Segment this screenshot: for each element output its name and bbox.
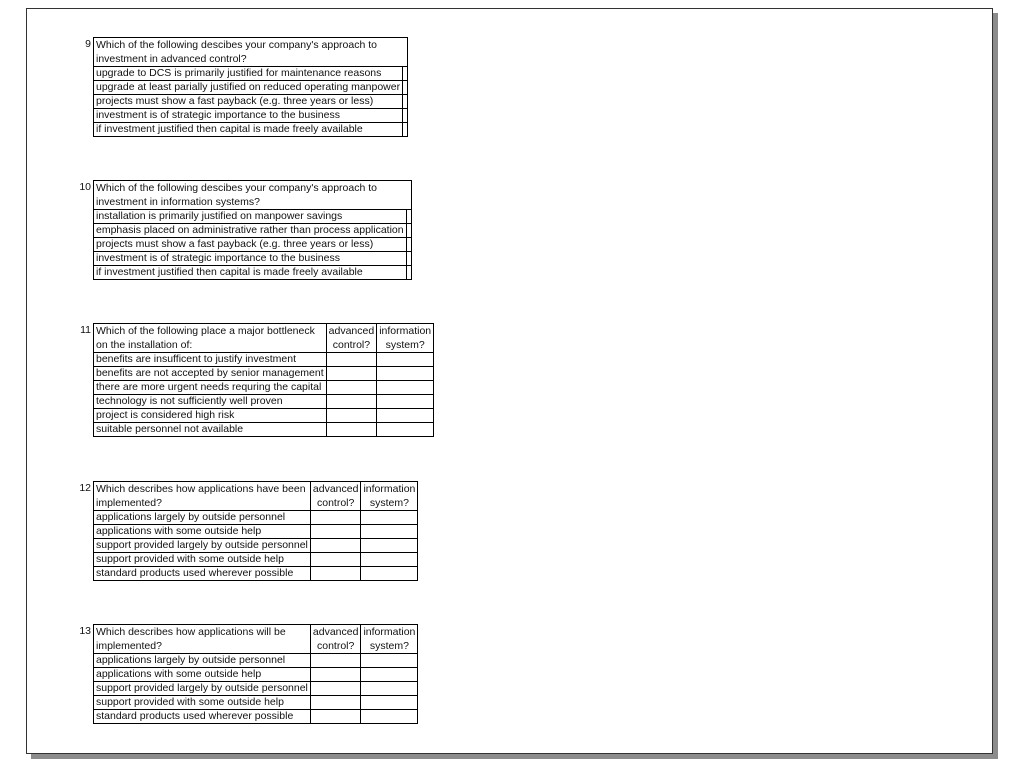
question-11-table xyxy=(93,323,434,437)
question-text xyxy=(94,324,327,353)
option-row xyxy=(94,696,418,710)
option-label: support provided largely by outside personnel xyxy=(94,539,311,553)
question-text-line2: implemented? xyxy=(96,497,162,509)
answer-cell[interactable] xyxy=(403,95,408,109)
column-header-advanced-control xyxy=(310,625,361,654)
option-label: installation is primarily justified on manpower savings xyxy=(94,210,407,224)
answer-cell-advanced-control[interactable] xyxy=(326,395,377,409)
answer-cell-advanced-control[interactable] xyxy=(310,525,361,539)
option-row xyxy=(94,525,418,539)
answer-cell-information-system[interactable] xyxy=(377,381,434,395)
answer-cell[interactable] xyxy=(403,67,408,81)
column-header-line2: system? xyxy=(369,497,409,509)
column-header-line1: information xyxy=(363,483,416,495)
option-row xyxy=(94,682,418,696)
answer-cell-information-system[interactable] xyxy=(361,710,418,724)
option-row xyxy=(94,654,418,668)
option-row xyxy=(94,553,418,567)
column-header-line1: information xyxy=(379,325,432,337)
option-label: standard products used wherever possible xyxy=(94,710,311,724)
answer-cell-advanced-control[interactable] xyxy=(310,539,361,553)
answer-cell[interactable] xyxy=(403,81,408,95)
option-row xyxy=(94,511,418,525)
answer-cell-advanced-control[interactable] xyxy=(310,553,361,567)
option-row xyxy=(94,539,418,553)
question-text-line2: implemented? xyxy=(96,640,162,652)
question-text-line1: Which describes how applications have been xyxy=(96,483,306,495)
option-row xyxy=(94,409,434,423)
option-label: applications largely by outside personnel xyxy=(94,654,311,668)
option-label: emphasis placed on administrative rather than process application xyxy=(94,224,407,238)
option-label: applications largely by outside personnel xyxy=(94,511,311,525)
option-label: support provided largely by outside personnel xyxy=(94,682,311,696)
option-label: projects must show a fast payback (e.g. three years or less) xyxy=(94,238,407,252)
answer-cell-advanced-control[interactable] xyxy=(326,409,377,423)
option-row xyxy=(94,266,412,280)
spreadsheet-page xyxy=(26,8,993,754)
answer-cell-information-system[interactable] xyxy=(377,409,434,423)
column-header-line2: system? xyxy=(369,640,409,652)
question-number: 12 xyxy=(79,482,91,494)
option-row xyxy=(94,567,418,581)
option-label: support provided with some outside help xyxy=(94,696,311,710)
column-header-advanced-control xyxy=(326,324,377,353)
answer-cell-advanced-control[interactable] xyxy=(310,567,361,581)
answer-cell[interactable] xyxy=(406,238,411,252)
question-12-table xyxy=(93,481,418,581)
option-row xyxy=(94,395,434,409)
option-row xyxy=(94,109,408,123)
answer-cell[interactable] xyxy=(406,210,411,224)
option-label: benefits are not accepted by senior management xyxy=(94,367,327,381)
option-label: standard products used wherever possible xyxy=(94,567,311,581)
answer-cell-advanced-control[interactable] xyxy=(310,511,361,525)
answer-cell-information-system[interactable] xyxy=(377,367,434,381)
option-row xyxy=(94,210,412,224)
column-header-line2: control? xyxy=(316,640,355,652)
option-label: upgrade at least parially justified on reduced operating manpower xyxy=(94,81,403,95)
column-header-line1: advanced xyxy=(312,626,359,638)
answer-cell-advanced-control[interactable] xyxy=(326,423,377,437)
answer-cell-advanced-control[interactable] xyxy=(326,381,377,395)
option-label: there are more urgent needs requring the capital xyxy=(94,381,327,395)
question-text xyxy=(94,181,412,210)
option-row xyxy=(94,423,434,437)
answer-cell-information-system[interactable] xyxy=(361,511,418,525)
answer-cell[interactable] xyxy=(406,224,411,238)
option-label: support provided with some outside help xyxy=(94,553,311,567)
column-header-line2: control? xyxy=(332,339,371,351)
answer-cell-information-system[interactable] xyxy=(361,668,418,682)
answer-cell-information-system[interactable] xyxy=(361,525,418,539)
question-text xyxy=(94,625,311,654)
question-text-line1: Which of the following descibes your company's approach to xyxy=(96,182,377,194)
question-text-line1: Which of the following place a major bottleneck xyxy=(96,325,315,337)
question-13-table xyxy=(93,624,418,724)
answer-cell-information-system[interactable] xyxy=(361,654,418,668)
answer-cell[interactable] xyxy=(406,252,411,266)
answer-cell-advanced-control[interactable] xyxy=(310,682,361,696)
option-row xyxy=(94,224,412,238)
answer-cell-advanced-control[interactable] xyxy=(326,367,377,381)
question-text-line2: on the installation of: xyxy=(96,339,193,351)
option-row xyxy=(94,353,434,367)
answer-cell-information-system[interactable] xyxy=(377,353,434,367)
option-label: suitable personnel not available xyxy=(94,423,327,437)
question-10-table xyxy=(93,180,412,280)
option-row xyxy=(94,381,434,395)
option-label: if investment justified then capital is made freely available xyxy=(94,123,403,137)
column-header-line2: system? xyxy=(385,339,425,351)
question-text-line1: Which of the following descibes your company's approach to xyxy=(96,39,377,51)
option-label: applications with some outside help xyxy=(94,668,311,682)
answer-cell[interactable] xyxy=(403,109,408,123)
option-row xyxy=(94,252,412,266)
answer-cell-advanced-control[interactable] xyxy=(310,710,361,724)
question-number: 9 xyxy=(85,38,91,50)
option-label: investment is of strategic importance to the business xyxy=(94,109,403,123)
option-row xyxy=(94,81,408,95)
option-row xyxy=(94,95,408,109)
answer-cell[interactable] xyxy=(406,266,411,280)
answer-cell[interactable] xyxy=(403,123,408,137)
answer-cell-information-system[interactable] xyxy=(361,553,418,567)
column-header-line1: advanced xyxy=(312,483,359,495)
column-header-information-system xyxy=(361,482,418,511)
option-label: projects must show a fast payback (e.g. three years or less) xyxy=(94,95,403,109)
option-label: upgrade to DCS is primarily justified for maintenance reasons xyxy=(94,67,403,81)
answer-cell-information-system[interactable] xyxy=(361,682,418,696)
option-label: applications with some outside help xyxy=(94,525,311,539)
answer-cell-advanced-control[interactable] xyxy=(310,668,361,682)
column-header-line1: advanced xyxy=(328,325,375,337)
option-label: if investment justified then capital is made freely available xyxy=(94,266,407,280)
column-header-information-system xyxy=(377,324,434,353)
option-label: benefits are insufficent to justify investment xyxy=(94,353,327,367)
answer-cell-advanced-control[interactable] xyxy=(310,696,361,710)
answer-cell-advanced-control[interactable] xyxy=(310,654,361,668)
answer-cell-information-system[interactable] xyxy=(361,696,418,710)
column-header-line1: information xyxy=(363,626,416,638)
option-row xyxy=(94,123,408,137)
option-row xyxy=(94,238,412,252)
question-9-table xyxy=(93,37,408,137)
option-label: technology is not sufficiently well proven xyxy=(94,395,327,409)
option-row xyxy=(94,668,418,682)
answer-cell-advanced-control[interactable] xyxy=(326,353,377,367)
option-row xyxy=(94,367,434,381)
question-text-line2: investment in advanced control? xyxy=(96,53,247,65)
option-label: project is considered high risk xyxy=(94,409,327,423)
column-header-advanced-control xyxy=(310,482,361,511)
question-text-line2: investment in information systems? xyxy=(96,196,260,208)
answer-cell-information-system[interactable] xyxy=(377,423,434,437)
answer-cell-information-system[interactable] xyxy=(361,539,418,553)
answer-cell-information-system[interactable] xyxy=(361,567,418,581)
question-text-line1: Which describes how applications will be xyxy=(96,626,286,638)
answer-cell-information-system[interactable] xyxy=(377,395,434,409)
option-row xyxy=(94,67,408,81)
option-row xyxy=(94,710,418,724)
question-number: 11 xyxy=(80,324,91,336)
column-header-line2: control? xyxy=(316,497,355,509)
question-text xyxy=(94,38,408,67)
question-number: 13 xyxy=(79,625,91,637)
column-header-information-system xyxy=(361,625,418,654)
option-label: investment is of strategic importance to the business xyxy=(94,252,407,266)
question-number: 10 xyxy=(79,181,91,193)
question-text xyxy=(94,482,311,511)
